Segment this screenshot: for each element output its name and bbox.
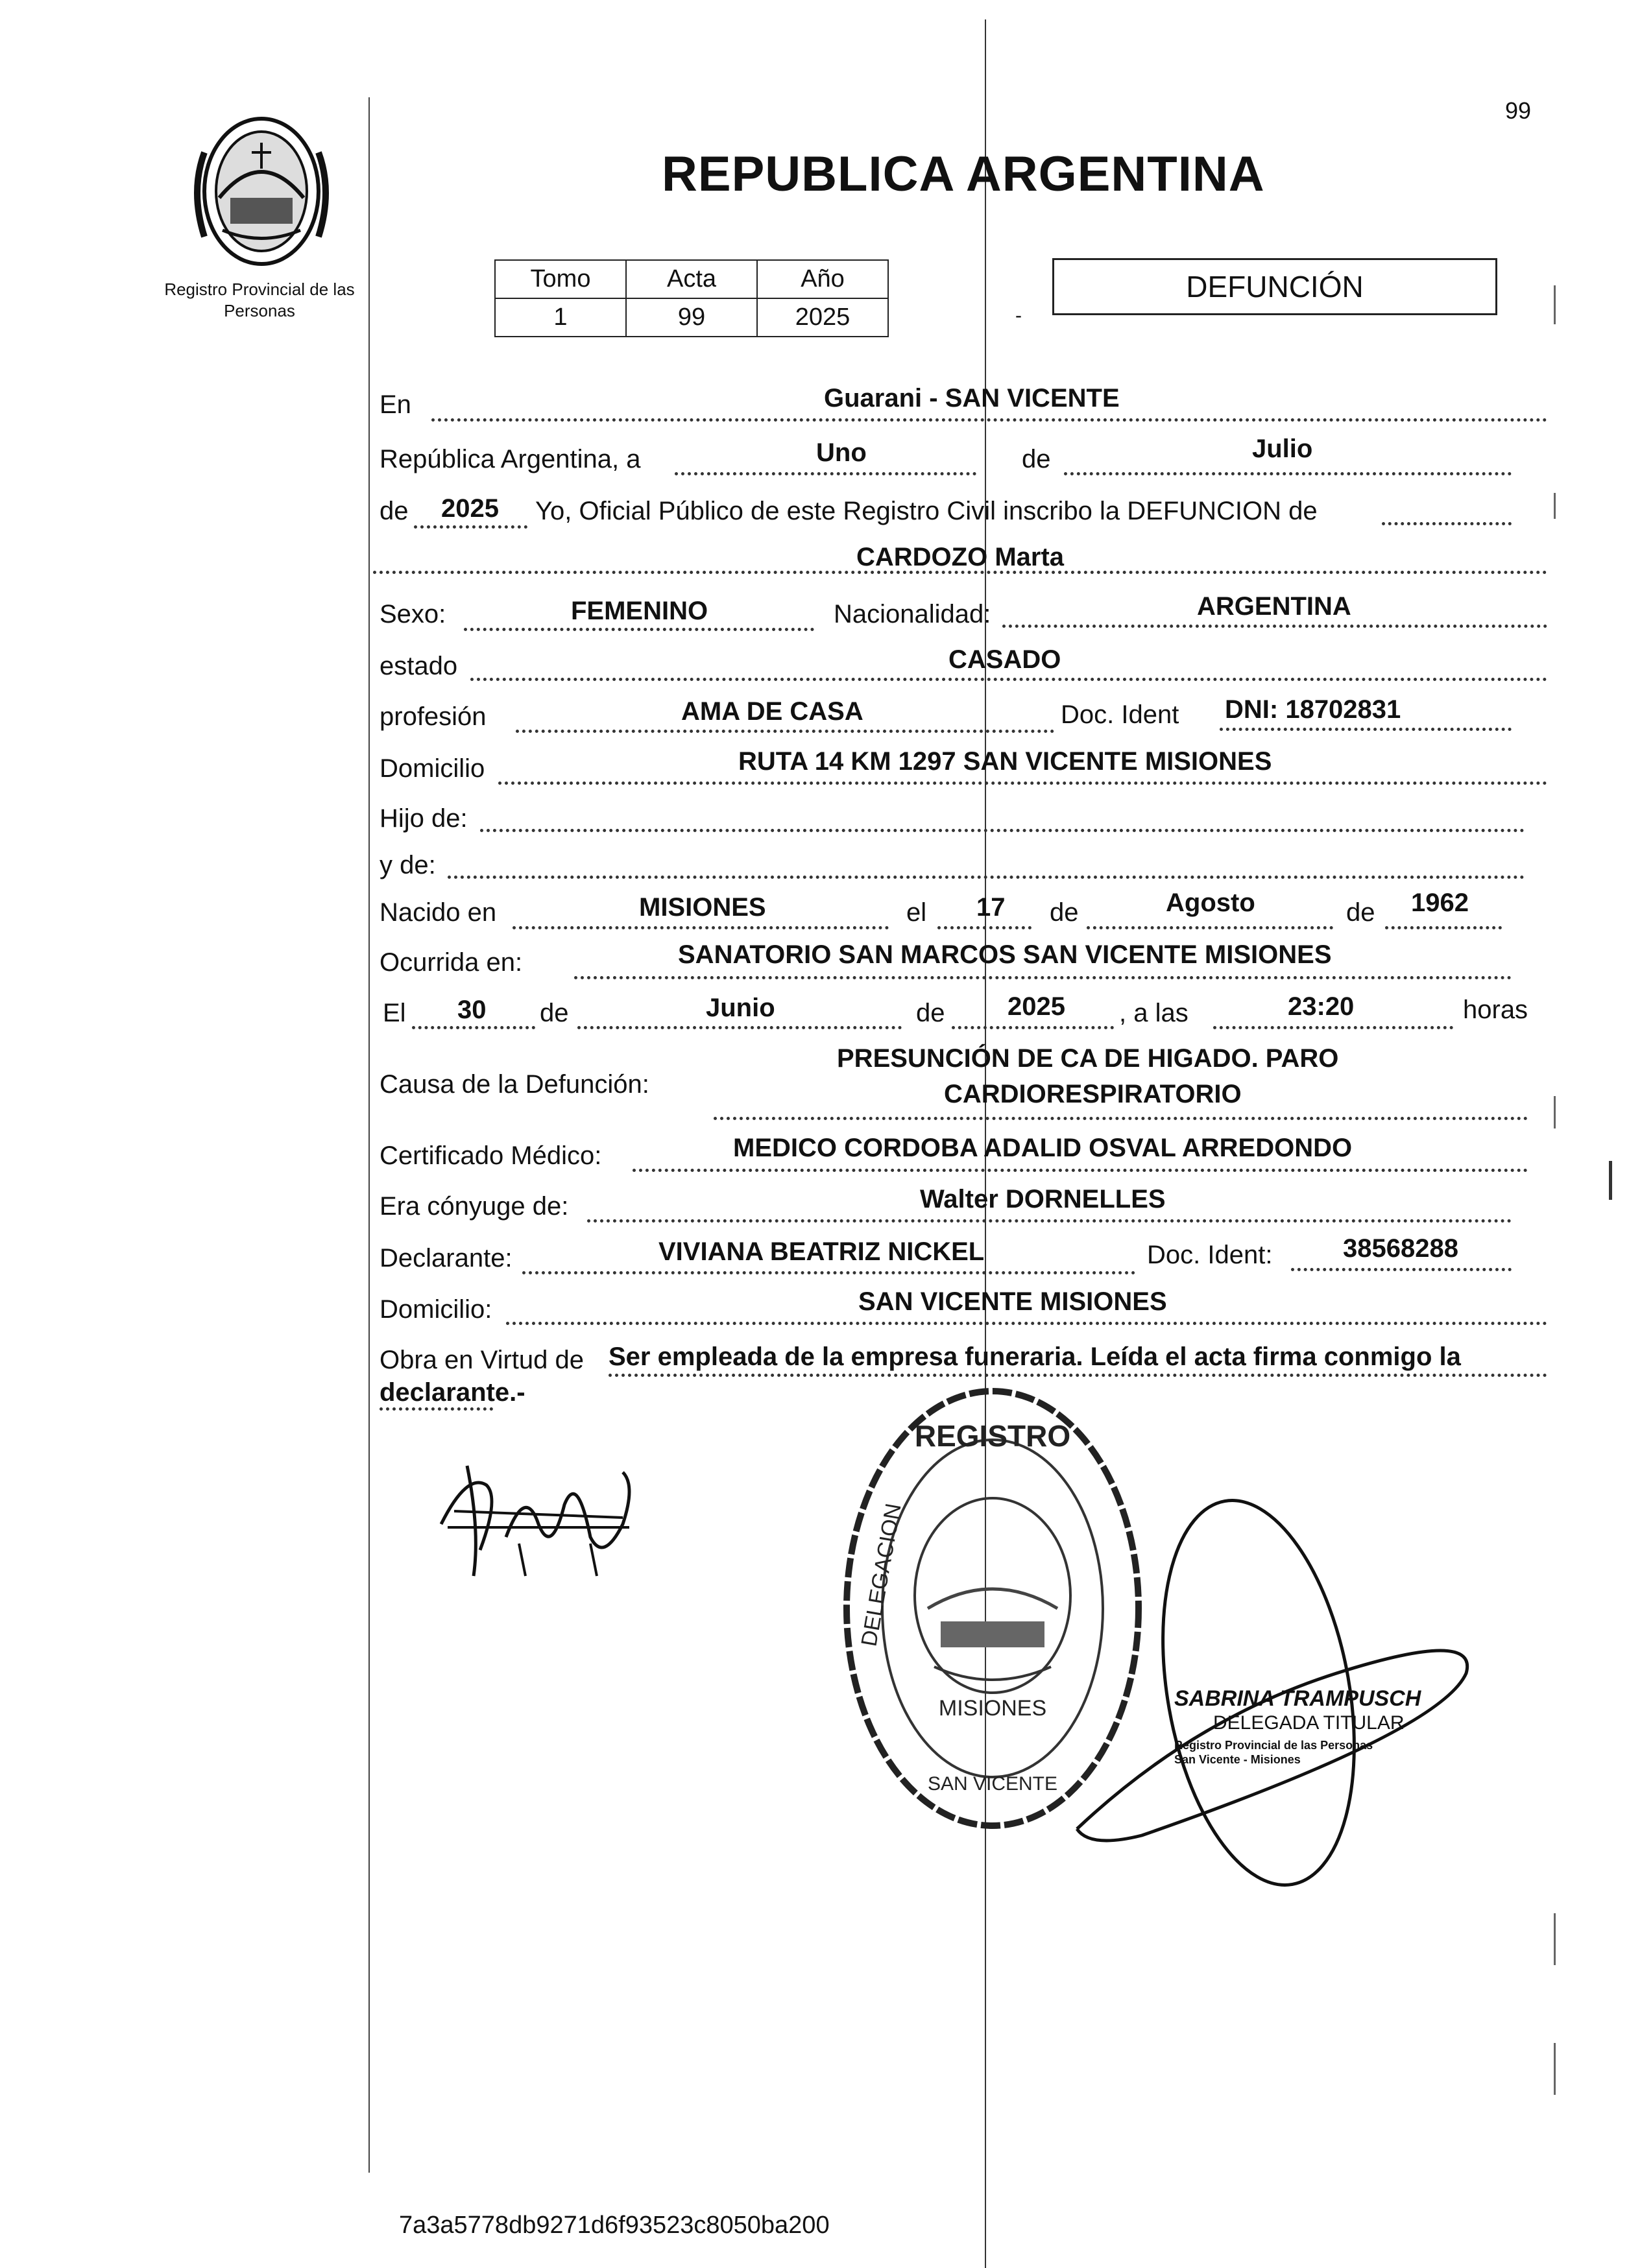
domicilio-line-2: [506, 1322, 1547, 1325]
declarante-label: Declarante:: [380, 1244, 513, 1272]
doc-ident-value: DNI: 18702831: [1225, 695, 1401, 724]
estado-value: CASADO: [948, 645, 1061, 674]
conyuge-label: Era cónyuge de:: [380, 1192, 569, 1221]
nac-mes-line: [1087, 926, 1333, 929]
def-dia-line: [412, 1026, 535, 1029]
obra-value-line1: Ser empleada de la empresa funeraria. Leída el acta firma conmigo la: [609, 1343, 1461, 1371]
official-office-line1: Registro Provincial de las Personas: [1174, 1739, 1373, 1752]
nac-dia-value: 17: [976, 893, 1006, 922]
hijo-label: Hijo de:: [380, 804, 468, 833]
obra-label: Obra en Virtud de: [380, 1346, 585, 1374]
margin-mark: [1554, 285, 1556, 324]
domicilio-value-2: SAN VICENTE MISIONES: [858, 1287, 1167, 1316]
dia-value: Uno: [816, 438, 867, 467]
svg-text:MISIONES: MISIONES: [938, 1696, 1047, 1721]
official-office: [1174, 1738, 1373, 1767]
def-anio-line: [952, 1026, 1114, 1029]
registry-header-acta: Acta: [626, 260, 757, 298]
hora-line: [1213, 1026, 1453, 1029]
causa-line: [714, 1117, 1528, 1120]
ocurrida-line: [574, 976, 1512, 979]
svg-text:REGISTRO: REGISTRO: [914, 1419, 1071, 1453]
sexo-label: Sexo:: [380, 600, 446, 628]
official-signature: [1064, 1459, 1492, 1900]
declarante-value: VIVIANA BEATRIZ NICKEL: [658, 1237, 985, 1266]
official-office-line2: San Vicente - Misiones: [1174, 1753, 1301, 1766]
declarant-signature: [428, 1446, 649, 1589]
profesion-line: [516, 730, 1054, 733]
ocurrida-label: Ocurrida en:: [380, 948, 523, 977]
estado-line: [470, 678, 1547, 681]
de-label-3: de: [1050, 898, 1079, 927]
registry-value-tomo: 1: [495, 298, 626, 337]
def-mes-value: Junio: [706, 994, 775, 1022]
sexo-line: [464, 628, 814, 631]
certificado-line: [633, 1169, 1528, 1172]
registry-header-row: [495, 260, 888, 298]
registry-value-acta: 99: [626, 298, 757, 337]
doc-ident-line-2: [1291, 1268, 1512, 1271]
margin-mark: [1609, 1161, 1612, 1200]
official-role: DELEGADA TITULAR: [1213, 1712, 1405, 1734]
registry-value-anio: 2025: [757, 298, 888, 337]
el-label-2: El: [383, 999, 406, 1027]
y-de-line: [448, 876, 1525, 879]
de-label: de: [1022, 445, 1051, 473]
de-label-4: de: [1346, 898, 1375, 927]
registry-name: Registro Provincial de las Personas: [164, 280, 355, 320]
oficial-line: [1382, 522, 1512, 525]
oficial-text: Yo, Oficial Público de este Registro Civil inscribo la DEFUNCION de: [535, 497, 1318, 525]
estado-label: estado: [380, 652, 458, 680]
provincial-crest-logo: [184, 107, 339, 276]
en-value: Guarani - SAN VICENTE: [824, 384, 1120, 412]
horas-label: horas: [1463, 996, 1528, 1024]
dia-line: [675, 472, 976, 475]
registry-value-row: [495, 298, 888, 337]
margin-mark: [1554, 1913, 1556, 1965]
mark-dash: -: [1015, 305, 1022, 326]
svg-text:SAN VICENTE: SAN VICENTE: [927, 1773, 1058, 1795]
registry-table: [494, 259, 889, 337]
en-label: En: [380, 390, 411, 419]
el-label: el: [906, 898, 927, 927]
left-margin-rule: [368, 97, 370, 2173]
registry-header-anio: Año: [757, 260, 888, 298]
doc-ident-label-2: Doc. Ident:: [1147, 1241, 1273, 1269]
domicilio-label: Domicilio: [380, 754, 485, 783]
conyuge-value: Walter DORNELLES: [920, 1185, 1166, 1213]
registry-header-tomo: Tomo: [495, 260, 626, 298]
de-label-2: de: [380, 497, 409, 525]
page-number: 99: [1505, 97, 1532, 124]
def-mes-line: [577, 1026, 902, 1029]
de-label-6: de: [916, 999, 945, 1027]
doc-ident-label: Doc. Ident: [1061, 700, 1179, 729]
nacido-line: [513, 926, 889, 929]
domicilio-label-2: Domicilio:: [380, 1295, 492, 1324]
nac-dia-line: [937, 926, 1032, 929]
mes-line: [1064, 472, 1512, 475]
doc-ident-line: [1220, 728, 1512, 731]
def-anio-value: 2025: [1008, 992, 1065, 1021]
ocurrida-value: SANATORIO SAN MARCOS SAN VICENTE MISIONES: [678, 940, 1332, 969]
certificado-value: MEDICO CORDOBA ADALID OSVAL ARREDONDO: [733, 1134, 1353, 1162]
certificado-label: Certificado Médico:: [380, 1141, 602, 1170]
nacionalidad-label: Nacionalidad:: [834, 600, 991, 628]
mes-value: Julio: [1252, 435, 1313, 463]
causa-label: Causa de la Defunción:: [380, 1070, 649, 1099]
nacionalidad-line: [1002, 625, 1547, 628]
doc-ident-value-2: 38568288: [1343, 1234, 1458, 1263]
document-title: REPUBLICA ARGENTINA: [662, 147, 1265, 202]
act-type-box: DEFUNCIÓN: [1052, 258, 1497, 315]
conyuge-line: [587, 1219, 1512, 1223]
svg-text:DELEGACION: DELEGACION: [856, 1501, 906, 1649]
margin-mark: [1554, 2043, 1556, 2095]
anio-line: [414, 525, 527, 529]
def-dia-value: 30: [457, 996, 487, 1024]
y-de-label: y de:: [380, 851, 436, 879]
a-las-label: , a las: [1119, 999, 1189, 1027]
nacido-value: MISIONES: [639, 893, 766, 922]
profesion-value: AMA DE CASA: [681, 697, 863, 726]
domicilio-line: [498, 782, 1547, 785]
nac-anio-value: 1962: [1411, 889, 1469, 917]
obra-line-2: [380, 1407, 493, 1411]
republica-label: República Argentina, a: [380, 445, 641, 473]
nac-anio-line: [1385, 926, 1502, 929]
causa-value-line2: CARDIORESPIRATORIO: [944, 1080, 1242, 1108]
en-line: [431, 418, 1547, 422]
anio-value: 2025: [441, 494, 499, 523]
nacionalidad-value: ARGENTINA: [1197, 592, 1351, 621]
nac-mes-value: Agosto: [1166, 889, 1255, 917]
de-label-5: de: [540, 999, 569, 1027]
sexo-value: FEMENINO: [571, 597, 708, 625]
deceased-name: CARDOZO Marta: [856, 543, 1065, 571]
declarante-line: [522, 1271, 1135, 1274]
obra-value-line2: declarante.-: [380, 1378, 525, 1407]
profesion-label: profesión: [380, 702, 487, 731]
hora-value: 23:20: [1288, 992, 1355, 1021]
nacido-label: Nacido en: [380, 898, 497, 927]
margin-mark: [1554, 493, 1556, 519]
domicilio-value: RUTA 14 KM 1297 SAN VICENTE MISIONES: [738, 747, 1272, 776]
official-name: SABRINA TRAMPUSCH: [1174, 1686, 1421, 1711]
hijo-line: [480, 829, 1525, 832]
causa-value-line1: PRESUNCIÓN DE CA DE HIGADO. PARO: [837, 1044, 1339, 1073]
document-hash: 7a3a5778db9271d6f93523c8050ba200: [399, 2212, 830, 2239]
margin-mark: [1554, 1096, 1556, 1128]
